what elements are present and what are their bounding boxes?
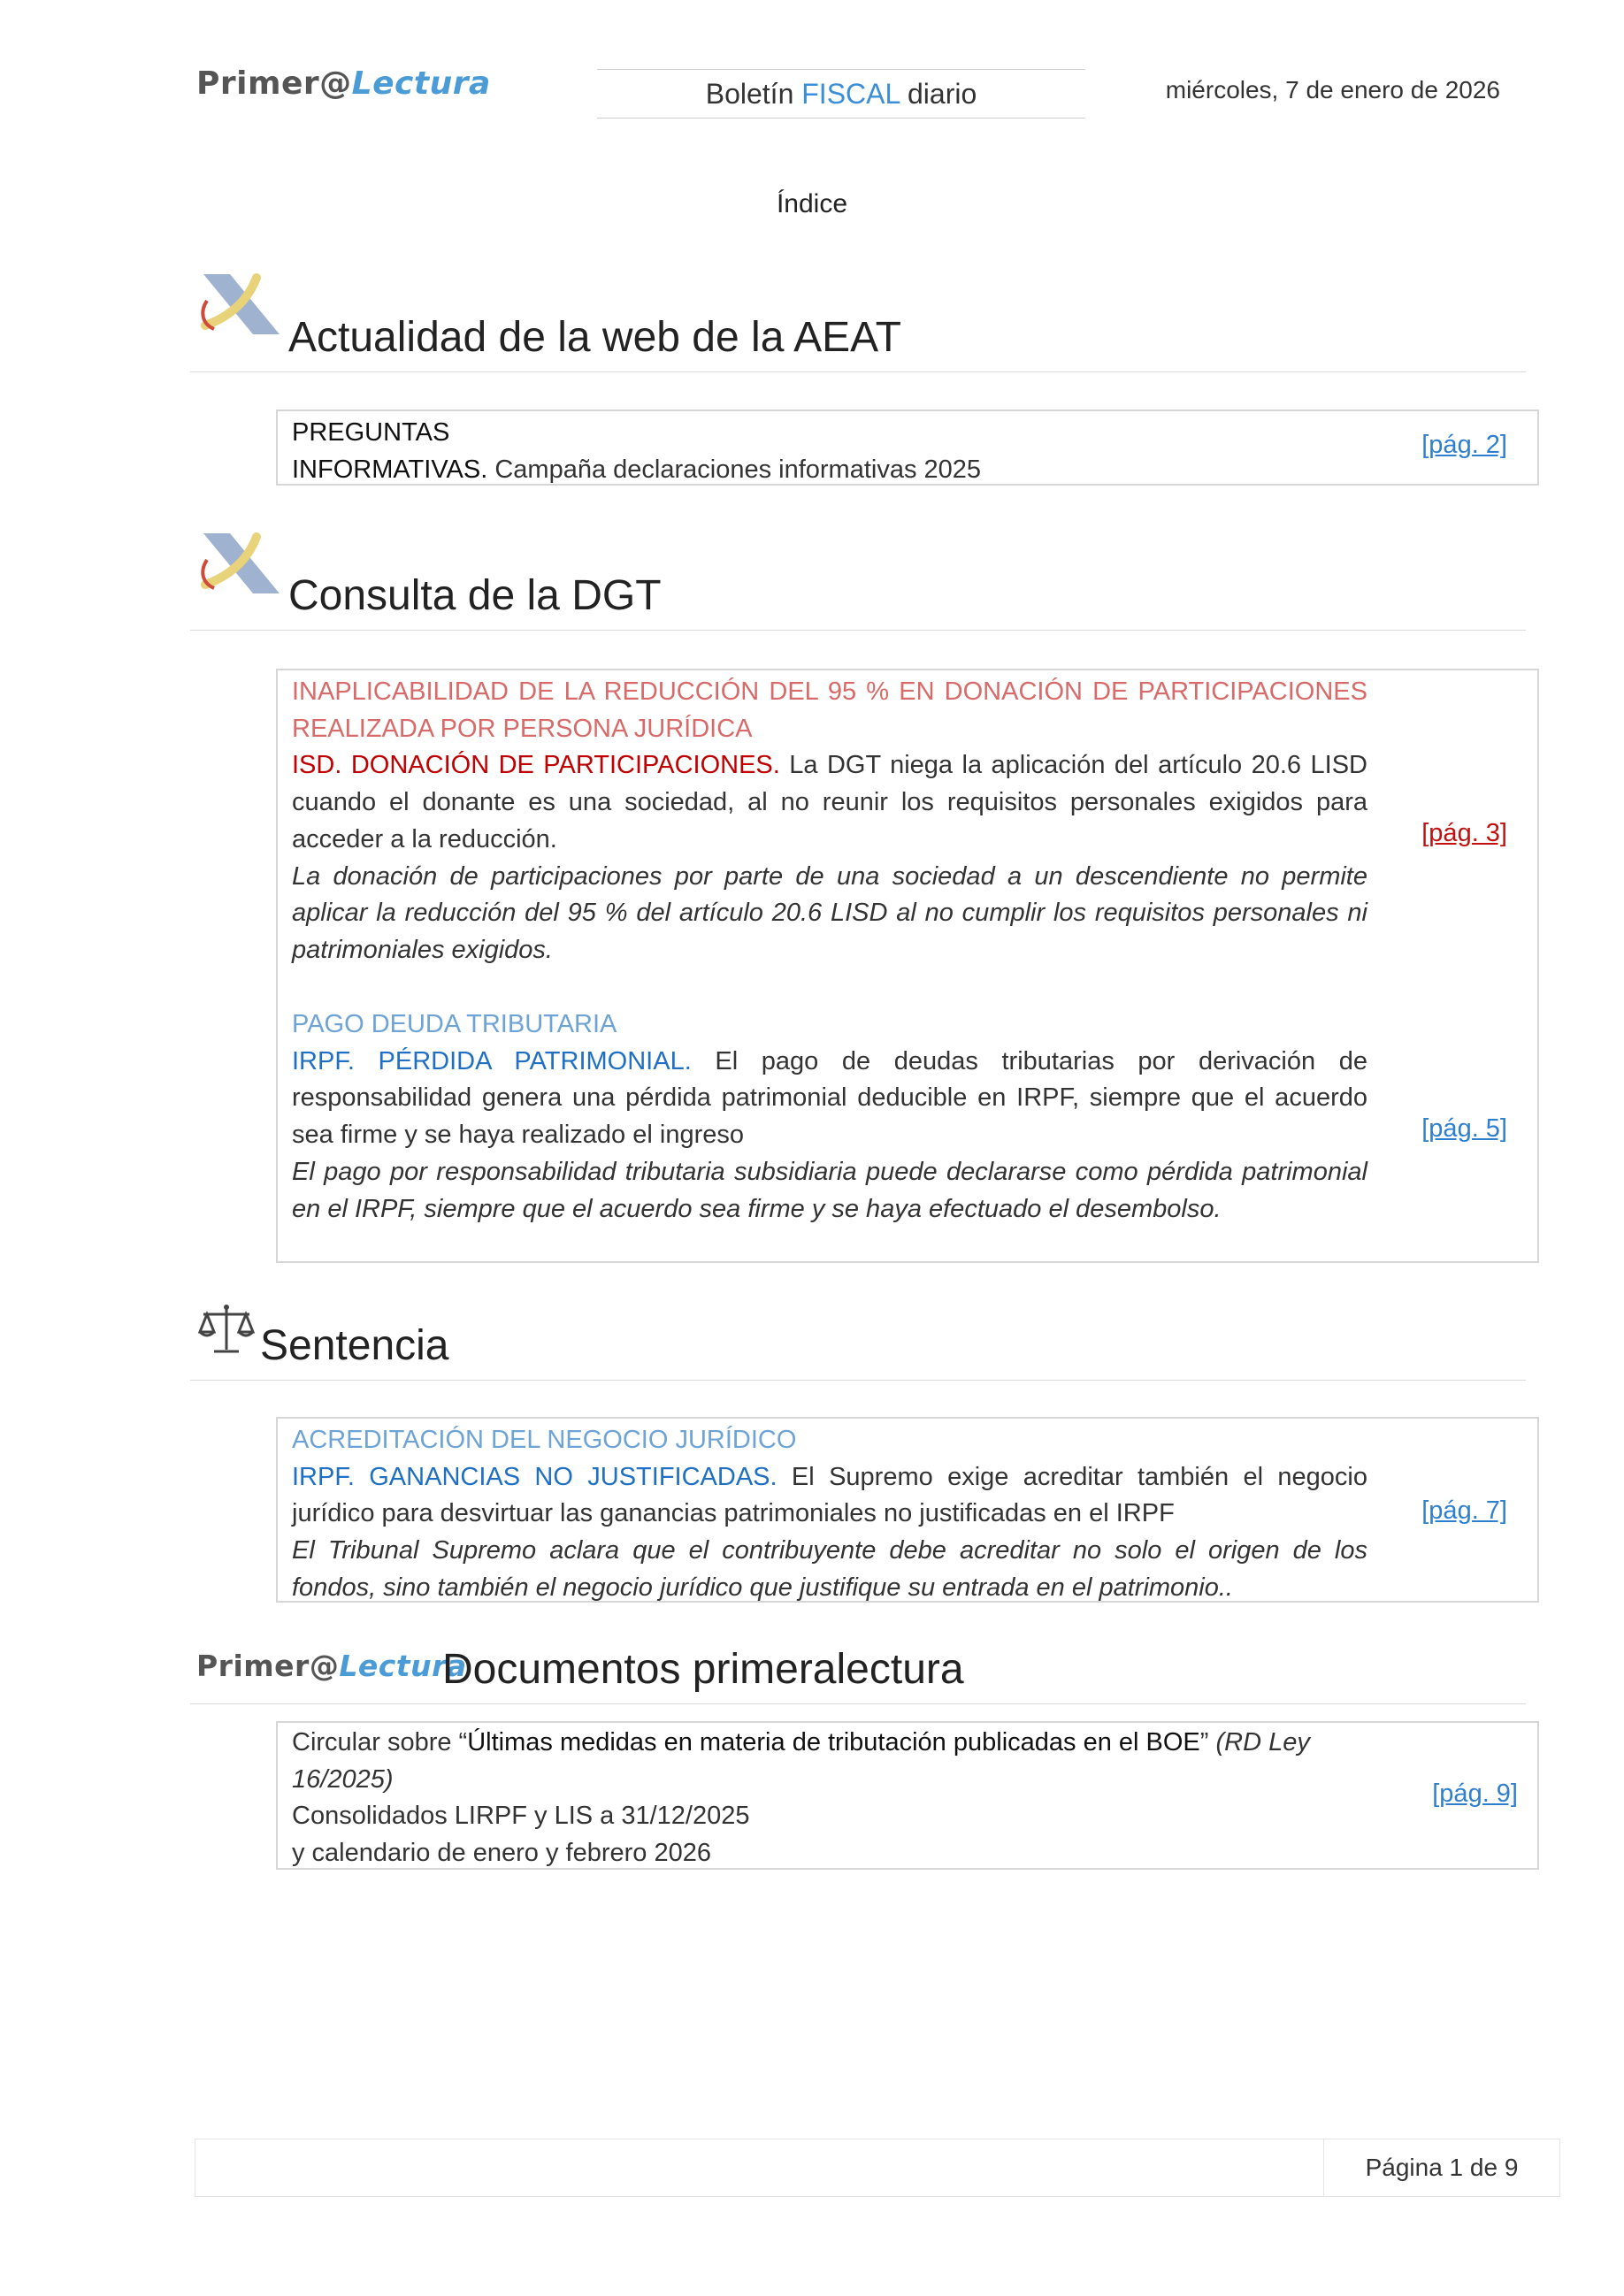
entry-summary: El Tribunal Supremo aclara que el contribuyente debe acreditar no solo el origen de los fondos, sino también el negocio jurídico que justifique su entrada en el patrimonio..: [292, 1536, 1367, 1602]
index-entry-documentos: Circular sobre “Últimas medidas en materia de tributación publicadas en el BOE” (RD Ley 16/2025) Consolidados LIRPF y LIS a 31/12/2025 y calendario de enero y febrero 2026 [pág. 9]: [276, 1721, 1539, 1870]
circular-ref: (RD Ley 16/2025): [292, 1728, 1310, 1794]
index-entry-aeat: [276, 409, 1539, 486]
section-title-aeat: Actualidad de la web de la AEAT: [288, 314, 901, 361]
bulletin-title: Boletín FISCAL diario: [597, 69, 1085, 119]
index-entry-sentencia: [276, 1417, 1539, 1603]
section-title-dgt: Consulta de la DGT: [288, 572, 662, 619]
entry-body: El pago de deudas tributarias por derivación de responsabilidad genera una pérdida patrimonial deducible en IRPF, siempre que el acuerdo sea firme y se haya realizado el ingreso: [292, 1046, 1367, 1150]
index-entry-dgt-1: [292, 674, 1367, 969]
header-logo: Primer@Lectura: [196, 65, 491, 102]
entry-body: El Supremo exige acreditar también el negocio jurídico para desvirtuar las ganancias patrimoniales no justificadas en el IRPF: [292, 1462, 1367, 1528]
page-link[interactable]: [pág. 2]: [1421, 431, 1507, 459]
entry-summary: El pago por responsabilidad tributaria subsidiaria puede declararse como pérdida patrimonial en el IRPF, siempre que el acuerdo sea firme y se haya efectuado el desembolso.: [292, 1157, 1367, 1223]
entry-lead: IRPF. PÉRDIDA PATRIMONIAL.: [292, 1046, 692, 1075]
entry-kicker: INAPLICABILIDAD DE LA REDUCCIÓN DEL 95 % EN DONACIÓN DE PARTICIPACIONES REALIZADA POR PERSONA JURÍDICA: [292, 677, 1367, 743]
entry-kicker: PAGO DEUDA TRIBUTARIA: [292, 1010, 617, 1038]
index-title: Índice: [776, 189, 848, 218]
index-entries-dgt: [276, 669, 1539, 1263]
scales-icon: [196, 1302, 257, 1358]
page-number: Página 1 de 9: [1365, 2154, 1519, 2181]
aeat-logo-icon: [195, 524, 287, 609]
section-divider: [190, 630, 1526, 631]
index-entry-dgt-2: [292, 1006, 1367, 1228]
entry-lead: INFORMATIVAS.: [292, 455, 488, 484]
entry-body: Campaña declaraciones informativas 2025: [487, 455, 982, 484]
section-divider: [190, 1703, 1526, 1704]
entry-line: Consolidados LIRPF y LIS a 31/12/2025: [292, 1802, 750, 1831]
entry-line: y calendario de enero y febrero 2026: [292, 1839, 711, 1868]
entry-lead: ISD. DONACIÓN DE PARTICIPACIONES.: [292, 751, 780, 780]
entry-lead: IRPF. GANANCIAS NO JUSTIFICADAS.: [292, 1462, 778, 1491]
primeralectura-logo: Primer@Lectura: [196, 1649, 467, 1683]
section-title-documentos: Documentos primeralectura: [442, 1646, 964, 1693]
circular-title: Últimas medidas en materia de tributación publicadas en el BOE: [467, 1728, 1200, 1756]
entry-kicker: ACREDITACIÓN DEL NEGOCIO JURÍDICO: [292, 1426, 797, 1454]
page-link[interactable]: [pág. 3]: [1421, 819, 1507, 847]
section-divider: [190, 371, 1526, 372]
section-title-sentencia: Sentencia: [260, 1322, 449, 1369]
page-link[interactable]: [pág. 7]: [1421, 1496, 1507, 1525]
page-link[interactable]: [pág. 5]: [1421, 1114, 1507, 1143]
page-link[interactable]: [pág. 9]: [1432, 1779, 1518, 1808]
header-date: miércoles, 7 de enero de 2026: [1165, 76, 1500, 103]
entry-summary: La donación de participaciones por parte de una sociedad a un descendiente no permite aplicar la reducción del 95 % del artículo 20.6 LISD al no cumplir los requisitos personales ni patrimoniales exigidos.: [292, 861, 1367, 964]
aeat-logo-icon: [195, 265, 287, 350]
entry-kicker: PREGUNTAS: [292, 418, 450, 447]
bulletin-fiscal: FISCAL: [801, 78, 900, 110]
section-divider: [190, 1380, 1526, 1381]
entry-body: La DGT niega la aplicación del artículo 20.6 LISD cuando el donante es una sociedad, al no reunir los requisitos personales exigidos para acceder a la reducción.: [292, 751, 1367, 853]
